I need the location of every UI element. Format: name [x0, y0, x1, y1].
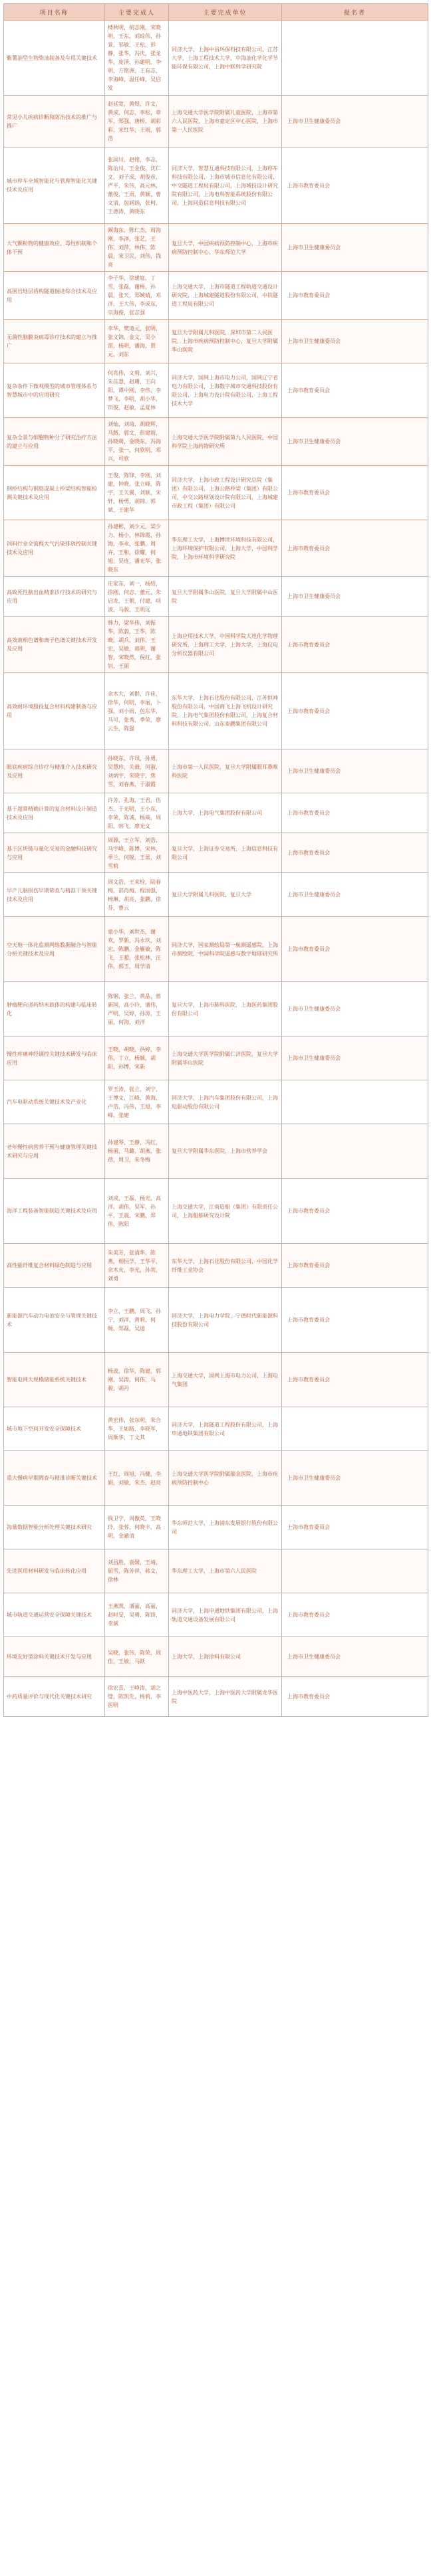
table-row: [4, 418, 428, 466]
main-persons-cell: 张国川，赵铭，李志，陈治川，王金俊，沈仁文，刘子成，胡俊彦，严平，朱伟，高元林，董俊，王雨，黄颖，曹文清，包涵涵，张柯，王德涛，黄晓东: [105, 148, 169, 224]
table-row: [4, 363, 428, 418]
table-row: [4, 1288, 428, 1353]
main-units-cell: 同济大学，上海市政工程设计研究总院（集团）有限公司，上海公路桥梁（集团）有限公司，中交公路规划设计院有限公司，上海城建市政工程（集团）有限公司: [169, 466, 282, 520]
project-name-cell: 高致死性脑出血精准诊疗技术的研究与应用: [4, 577, 105, 617]
nominator-cell: 上海市卫生健康委员会: [282, 1637, 428, 1677]
main-persons-cell: 罗玉涛，张立，刘宁，王博文，江峰，黄海，卢浩，冯伟，王旭，李峰，张建: [105, 1080, 169, 1124]
main-units-cell: 上海交通大学医学院附属第九人民医院，中国科学院上海药物研究所: [169, 418, 282, 466]
table-row: [4, 1637, 428, 1677]
table-row: [4, 749, 428, 793]
main-units-cell: 华东师范大学，上海浦东发展银行股份有限公司: [169, 1506, 282, 1549]
project-name-cell: 高效耐环境服役复合材料构建制备与应用: [4, 673, 105, 749]
nominator-cell: [282, 1124, 428, 1179]
main-persons-cell: 楼秋明，胡志刚，宋晓明，王东，刘琼伟，孙景，邹敏，王松，彭静，张华，冯庆，张龙华，庞泽，孙建明，李明，方铭洲，王有志，李海峰，温任峰，吴启发: [105, 21, 169, 96]
nominator-cell: 上海市卫生健康委员会: [282, 1037, 428, 1080]
nominator-cell: 上海市卫生健康委员会: [282, 873, 428, 917]
nominator-cell: 上海市卫生健康委员会: [282, 1451, 428, 1506]
project-name-cell: 环境友好型涂料关键技术开发与应用: [4, 1637, 105, 1677]
table-row: [4, 982, 428, 1037]
table-row: [4, 793, 428, 833]
table-row: [4, 148, 428, 224]
table-row: [4, 272, 428, 320]
project-name-cell: 高围岩地层盾构隧道掘进综合技术及应用: [4, 272, 105, 320]
project-name-cell: 海量数据智能分析处理关键技术研究: [4, 1506, 105, 1549]
table-row: [4, 96, 428, 148]
table-row: [4, 833, 428, 873]
project-name-cell: 基于区块链与量化交易的金融科技研究与应用: [4, 833, 105, 873]
main-persons-cell: 阚海东，陈仁杰，周海刚，李泽，张艺，王伟，刘萍，林伟，陈晨，宋卫民，刘伟，钱亮: [105, 224, 169, 272]
project-name-cell: 大气颗粒物的健康效应、毒性机制和个体干预: [4, 224, 105, 272]
main-units-cell: 同济大学，国家测绘局第一航测遥感院，上海市测绘院，中国科学院遥感与数字地球研究所: [169, 917, 282, 982]
table-row: [4, 1080, 428, 1124]
main-units-cell: 同济大学，智慧互通科技有限公司，上海停车科技有限公司，上海市城市信息化有限公司，中交隧道工程局有限公司，上海城投设计研究院有限公司，上海电科智能系统股份有限公司，上海同造信息科技有限公司: [169, 148, 282, 224]
project-name-cell: 空天地一体化监测网络数据融合与智能分析关键技术及应用: [4, 917, 105, 982]
nominator-cell: 上海市教育委员会: [282, 673, 428, 749]
table-row: [4, 917, 428, 982]
nominator-cell: 上海市教育委员会: [282, 363, 428, 418]
table-row: [4, 577, 428, 617]
table-row: [4, 320, 428, 363]
table-row: [4, 873, 428, 917]
nominator-cell: 上海市卫生健康委员会: [282, 749, 428, 793]
nominator-cell: 上海市教育委员会: [282, 466, 428, 520]
main-units-cell: 上海大学，上海涂料有限公司: [169, 1637, 282, 1677]
table-row: [4, 1593, 428, 1637]
main-persons-cell: 周文浩，王来栓，陆春梅，邵肖梅，程国强，杨琳，胡亮，张鹏，徐芬，曹云: [105, 873, 169, 917]
table-row: [4, 520, 428, 577]
table-row: [4, 1179, 428, 1244]
project-name-cell: 城市停车全域智能化与管理智能化关键技术及应用: [4, 148, 105, 224]
project-name-cell: 肿瘤靶向递药纳米载体的构建与临床转化: [4, 982, 105, 1037]
project-name-cell: 早产儿脑损伤早期筛查与精准干预关键技术及应用: [4, 873, 105, 917]
main-units-cell: 华东理工大学，上海博世环境科技有限公司，上海环境保护有限公司，上海大学，中国科学院，上海市环境科学研究院: [169, 520, 282, 577]
main-persons-cell: 徐宏喜，王峥涛，胡之璧，陈凯先，杨莉，李医明: [105, 1677, 169, 1717]
project-name-cell: 新能源汽车动力电池安全与管理关键技术: [4, 1288, 105, 1353]
main-persons-cell: 孙晓东，许讯，孙勇，吴慧珍，关毅，何淑，刘炳宇，朱晓宇，焦雪，刘春燕，于淑霞: [105, 749, 169, 793]
main-units-cell: 同济大学，上海汽车集团股份有限公司，上海电驱动股份有限公司: [169, 1080, 282, 1124]
main-units-cell: 上海交通大学医学院附属仁济医院，复旦大学附属华山医院: [169, 1037, 282, 1080]
main-units-cell: 复旦大学，中国疾病预防控制中心，上海市疾病预防控制中心，华东师范大学: [169, 224, 282, 272]
project-name-cell: 饲料行业全流程大气污染排放控制关键技术及应用: [4, 520, 105, 577]
main-units-cell: 复旦大学附属儿科医院，复旦大学: [169, 873, 282, 917]
award-table-wrapper: [3, 3, 428, 1717]
nominator-cell: 上海市教育委员会: [282, 520, 428, 577]
nominator-cell: [282, 1080, 428, 1124]
nominator-cell: 上海市教育委员会: [282, 1677, 428, 1717]
nominator-cell: 上海市教育委员会: [282, 148, 428, 224]
project-name-cell: 基于超算精确计算的复合材料设计制造技术及应用: [4, 793, 105, 833]
project-name-cell: 无菌性脑膜炎病毒诊疗技术的建立与推广: [4, 320, 105, 363]
table-row: [4, 1407, 428, 1451]
main-persons-cell: 余木大，刘群，许佳，徐华，何明，李丽，卜强，刘小雨，包东华，马可，张秀，季荣，廖云生，陈强: [105, 673, 169, 749]
table-row: [4, 617, 428, 673]
main-units-cell: 复旦大学附属儿科医院，深圳市第二人民医院，上海市疾病预防控制中心，复旦大学附属华山医院: [169, 320, 282, 363]
project-name-cell: 慢性疼痛神经调控关键技术研发与临床应用: [4, 1037, 105, 1080]
table-row: [4, 1451, 428, 1506]
project-name-cell: 高效液相色谱和离子色谱关键技术开发及应用: [4, 617, 105, 673]
main-persons-cell: 刘成，王磊，杨光，高洋，胡伟，吴军，孙平，王震，宋鹏，郑伟，陈阳: [105, 1179, 169, 1244]
project-name-cell: 重大慢病早期筛查与精准诊断关键技术: [4, 1451, 105, 1506]
main-units-cell: 上海交通大学，上海市隧道工程轨道交通设计研究院，上海城建隧道股份有限公司，中铁隧道工程局有限公司: [169, 272, 282, 320]
nominator-cell: 上海市卫生健康委员会: [282, 224, 428, 272]
project-name-cell: 复杂全景与细胞物种分子研究治疗方法的建立与应用: [4, 418, 105, 466]
main-units-cell: 同济大学，上海中昌环保科技有限公司，江苏大学，上海工程技术大学，中海油化学化学节能环保有限公司，上海中联科学研究院: [169, 21, 282, 96]
nominator-cell: 上海市教育委员会: [282, 793, 428, 833]
project-name-cell: 海洋工程装备智能制造关键技术及应用: [4, 1179, 105, 1244]
main-units-cell: 上海交通大学医学院附属儿童医院，上海市第六人民医院，上海市嘉定区中心医院，上海市第一人民医院: [169, 96, 282, 148]
nominator-cell: 上海市卫生健康委员会: [282, 982, 428, 1037]
main-persons-cell: 刘灿，刘琦，胡晓辉，马路，郭文，彭建雨，孙晓萌，金晓东，冯海平，张一，何欣明，邓兴，可欣: [105, 418, 169, 466]
main-units-cell: 东华大学，上海石化股份有限公司，江苏恒神股份有限公司，中国商飞上海飞机设计研究院，上海电气集团股份有限公司，上海复合材料科技有限公司，山东泰鹏集团有限公司: [169, 673, 282, 749]
main-persons-cell: 李立，王鹏，周飞，孙宁，刘洋，黄莉，何畅，郑磊，吴迪: [105, 1288, 169, 1353]
table-row: [4, 1037, 428, 1080]
main-units-cell: 华东理工大学，上海市第六人民医院: [169, 1549, 282, 1593]
header-nominator: 提名者: [282, 4, 428, 21]
nominator-cell: 上海市教育委员会: [282, 1506, 428, 1549]
header-main-units: 主要完成单位: [169, 4, 282, 21]
project-name-cell: 老年慢性病营养干预与健康管理关键技术研究与应用: [4, 1124, 105, 1179]
table-row: [4, 1549, 428, 1593]
main-persons-cell: 周源，王立军，刘浩，马宇峰，陈博，宋林，季兰，何锐，王蕾，刘雪莉: [105, 833, 169, 873]
main-units-cell: 东华大学，上海石化股份有限公司，中国化学纤维工业协会: [169, 1244, 282, 1288]
main-units-cell: 上海交通大学，江南造船（集团）有限责任公司，上海船舶研究设计院: [169, 1179, 282, 1244]
nominator-cell: 上海市教育委员会: [282, 1353, 428, 1407]
table-header-row: [4, 4, 428, 21]
table-row: [4, 1677, 428, 1717]
table-row: [4, 1506, 428, 1549]
table-row: [4, 1244, 428, 1288]
main-units-cell: 同济大学，上海隧道工程股份有限公司，上海申通地铁集团有限公司: [169, 1407, 282, 1451]
project-name-cell: 先进医用材料研发与临床转化应用: [4, 1549, 105, 1593]
main-persons-cell: 黄宏伟，张东明，朱合华，王如路，李晓军，周顺华，丁文其: [105, 1407, 169, 1451]
nominator-cell: 上海市卫生健康委员会: [282, 418, 428, 466]
main-persons-cell: 孙建琴，王静，冯红，杨丽，马璐，胡燕，张蓓，周卫，朱冬梅: [105, 1124, 169, 1179]
main-persons-cell: 王晓，胡晓，洪婷，李伟，丁立，杨颖，胡阳，孙博，宋新: [105, 1037, 169, 1080]
main-persons-cell: 韩力，梁华伟，刘振华，陈毅，王华，陈晓，胡兵，刘伟，王宏，吴敏，蒋明，谢智，宋晓然，倪红，张钊，王丽: [105, 617, 169, 673]
main-units-cell: 同济大学，上海申通地铁集团有限公司，上海轨道交通设备发展有限公司: [169, 1593, 282, 1637]
header-main-persons: 主要完成人: [105, 4, 169, 21]
main-persons-cell: 杨波，徐华，陈建，郭刚，吴涛，何伟，马骏，胡丹: [105, 1353, 169, 1407]
nominator-cell: [282, 1407, 428, 1451]
project-name-cell: 眼底疾病综合诊疗与精准介入技术研究及应用: [4, 749, 105, 793]
main-units-cell: 同济大学，上海电力学院，宁德时代新能源科技股份有限公司: [169, 1288, 282, 1353]
table-body: [4, 21, 428, 1717]
main-units-cell: 上海应用技术大学，中国科学院大连化学物理研究所，上海理工大学，上海大学，上海仪电分析仪器有限公司: [169, 617, 282, 673]
table-row: [4, 1353, 428, 1407]
main-units-cell: 上海市第一人民医院，复旦大学附属眼耳鼻喉科医院: [169, 749, 282, 793]
main-persons-cell: 吴晓，张伟，陈荣，周佳，王敏，马跃: [105, 1637, 169, 1677]
nominator-cell: [282, 21, 428, 96]
main-persons-cell: 刘昌胜，袁媛，王靖，屈雪，陈芳萍，蒋文，徐林: [105, 1549, 169, 1593]
main-persons-cell: 庄家东，刘一，杨绍，徐刚，何志，董元，朱启龙，王朝，付建，项波，马骏，王明远: [105, 577, 169, 617]
main-persons-cell: 王红，周旭，冯健，李娟，刘敏，朱杰，赵亮: [105, 1451, 169, 1506]
main-units-cell: 上海交通大学医学院附属瑞金医院，上海市疾病预防控制中心: [169, 1451, 282, 1506]
main-persons-cell: 赵廷宽，黄煜，许文，黄成，何志，李松，章军，郑强，唐桥，胡彩彩，宋红华，王雨，郭浩: [105, 96, 169, 148]
project-name-cell: 中药质量评价与现代化关键技术研究: [4, 1677, 105, 1717]
nominator-cell: 上海市卫生健康委员会: [282, 320, 428, 363]
main-persons-cell: 李子华，徐建庭，丁雪，张磊，谢杨，孙晨，张天，郑婉婧，邓洋，王大伟，李成东，宗海俊，张志强: [105, 272, 169, 320]
table-row: [4, 1124, 428, 1179]
main-persons-cell: 童小华，刘世杰，谢欢，罗新，冯永玖，刘宏，陈鹏，金雁敏，陈飞，王超，张松林，汪伟，郭玉，周学清: [105, 917, 169, 982]
main-persons-cell: 陈钢，张兰，黄晶，蒋新国，高小玲，潘伟，严明，吴婷，孙涛，王丽，何海，刘洋: [105, 982, 169, 1037]
main-persons-cell: 何兆伟，文莉，刘兴，朱佳慧，赵珊，王向阳，谭中刚，李伟，李梦飞，李明，胡小华，田俊，赵敏，孟夏林: [105, 363, 169, 418]
nominator-cell: 上海市教育委员会: [282, 617, 428, 673]
nominator-cell: 上海市教育委员会: [282, 272, 428, 320]
main-persons-cell: 许芳，孔海，王君，伍杰，于光明，王小东，李荣，陈诚，杨威，周阳，韩飞，廖光文: [105, 793, 169, 833]
nominator-cell: 上海市教育委员会: [282, 1179, 428, 1244]
main-units-cell: 上海中医药大学，上海中医药大学附属龙华医院: [169, 1677, 282, 1717]
nominator-cell: 上海市教育委员会: [282, 833, 428, 873]
main-units-cell: 复旦大学附属华山医院，复旦大学附属中山医院: [169, 577, 282, 617]
table-row: [4, 673, 428, 749]
main-persons-cell: 钱卫宁，周傲英，王晓玲，张蓉，何晓丰，高明，金澈清: [105, 1506, 169, 1549]
table-row: [4, 21, 428, 96]
project-name-cell: 汽车电驱动系统关键技术及产业化: [4, 1080, 105, 1124]
main-persons-cell: 王俊，陈锋，李刚，刘建，钟晓，张立峰，陈宇，王天翼，刘颖，宋轩，杨勇，胡锦，郭斌，王建华: [105, 466, 169, 520]
nominator-cell: [282, 1549, 428, 1593]
nominator-cell: 上海市卫生健康委员会: [282, 577, 428, 617]
main-persons-cell: 李华，樊迪元，张明，张文锦，金文，吴小雷，杨明，潘海，贾元，刘东: [105, 320, 169, 363]
main-persons-cell: 朱美芳，张清华，陈燕，相恒学，王华平，余木火，李光，孙宾，刘勇: [105, 1244, 169, 1288]
main-persons-cell: 孙建彬，刘少元，梁少力，杨小，林锦霞，孙海，李永，张鹏，周卉，王和，徐耀，何旭，吴连，潘光华，张晓东: [105, 520, 169, 577]
main-units-cell: 上海交通大学，国网上海市电力公司，上海电气集团: [169, 1353, 282, 1407]
table-row: [4, 466, 428, 520]
main-units-cell: 复旦大学，上海证券交易所，上海信息科技有限公司: [169, 833, 282, 873]
project-name-cell: 城市轨道交通运营安全保障关键技术: [4, 1593, 105, 1637]
project-name-cell: 高性能纤维复合材料绿色制造与应用: [4, 1244, 105, 1288]
nominator-cell: 上海市教育委员会: [282, 1288, 428, 1353]
nominator-cell: 上海市教育委员会: [282, 1593, 428, 1637]
project-name-cell: 城市地下空间开发安全保障技术: [4, 1407, 105, 1451]
project-name-cell: 复杂条件下微观模型的城市管理体系与智慧城市中的应用研究: [4, 363, 105, 418]
project-name-cell: 常见小儿疾病诊断和防治技术的推广与推广: [4, 96, 105, 148]
nominator-cell: 上海市教育委员会: [282, 1244, 428, 1288]
main-persons-cell: 王燕凯，潘丽，高丽，赵时旻，吴勇，陈锋，李斌: [105, 1593, 169, 1637]
project-name-cell: 紫薯油型生物柴油制备及车用关键技术: [4, 21, 105, 96]
award-table: [3, 3, 428, 1717]
nominator-cell: 上海市教育委员会: [282, 917, 428, 982]
main-units-cell: 复旦大学附属华东医院，上海市营养学会: [169, 1124, 282, 1179]
project-name-cell: 智能电网大规模储能系统关键技术: [4, 1353, 105, 1407]
main-units-cell: 同济大学，国网上海市电力公司，国网辽宁省电力有限公司，上海数字城市交通科技股份有限公司，上海电力设计院有限公司，上海工程技术大学: [169, 363, 282, 418]
project-name-cell: 钢桥结构与钢筋混凝土桥梁结构智能检测关键技术及应用: [4, 466, 105, 520]
nominator-cell: 上海市卫生健康委员会: [282, 96, 428, 148]
main-units-cell: 复旦大学，上海市肺科医院，上海医药集团股份有限公司: [169, 982, 282, 1037]
main-units-cell: 上海大学，上海电气集团股份有限公司: [169, 793, 282, 833]
table-row: [4, 224, 428, 272]
header-project-name: 项目名称: [4, 4, 105, 21]
